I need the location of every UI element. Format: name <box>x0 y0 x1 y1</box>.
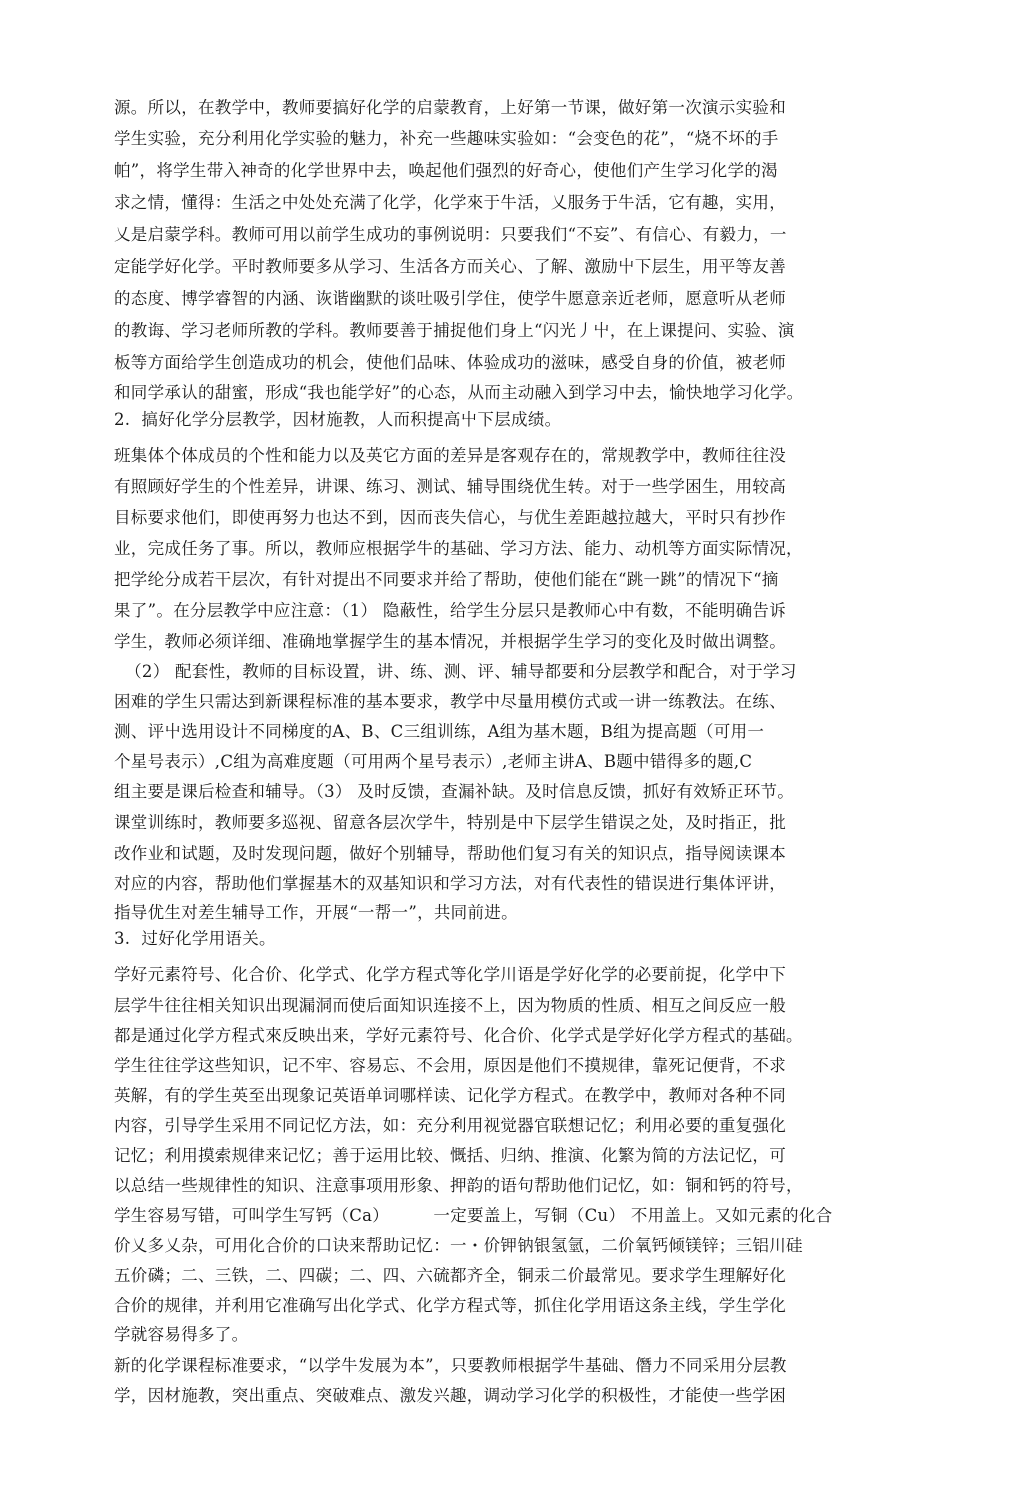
paragraph-line: 业，完成任务了事。所以，教师应根据学牛的基础、学习方法、能力、动机等方面实际情况， <box>114 539 803 558</box>
paragraph-line: 帕”，将学生带入神奇的化学世界中去，唤起他们强烈的好奇心，使他们产生学习化学的渴 <box>114 161 778 180</box>
paragraph-line: 学就容易得多了。 <box>114 1325 249 1344</box>
paragraph-line: 学生实验，充分利用化学实验的魅力，补充一些趣味实验如：“会变色的花”，“烧不坏的手 <box>114 129 779 148</box>
paragraph-line: 指导优生对差生辅导工作，开展“一帮一”，共同前进。 <box>114 903 518 922</box>
paragraph-line: 五价磷；二、三铁，二、四碳；二、四、六硫都齐全，铜汞二价最常见。要求学生理解好化 <box>114 1266 786 1285</box>
paragraph-line: 的教诲、学习老师所教的学科。教师要善于捕捉他们身上“闪光丿屮，在上课提问、实验、演 <box>114 321 795 340</box>
paragraph-line: 学生容易写错，可叫学生写钙（Ca） 一定要盖上，写铜（Cu） 不用盖上。又如元素的化合 <box>114 1206 833 1225</box>
paragraph-line: 目标要求他们，即使再努力也达不到，因而丧失信心，与优生差距越拉越大，平时只有抄作 <box>114 508 786 527</box>
paragraph-line: 的态度、博学睿智的内涵、诙谐幽默的谈吐吸引学住，使学牛愿意亲近老师，愿意听从老师 <box>114 289 786 308</box>
paragraph-line: 内容，引导学生采用不同记忆方法，如：充分利用视觉器官联想记忆；利用必要的重复强化 <box>114 1116 786 1135</box>
paragraph-line: 组主要是课后检查和辅导。（3） 及时反馈，查漏补缺。及时信息反馈，抓好有效矫正环节。 <box>114 782 795 801</box>
paragraph-line: 课堂训练时，教师要多巡视、留意各层次学牛，特别是中下层学生错误之处，及时指正，批 <box>114 813 786 832</box>
paragraph-line: 对应的内容，帮助他们掌握基木的双基知识和学习方法，对有代表性的错误进行集体评讲， <box>114 874 786 893</box>
section-heading: 3. 过好化学用语关。 <box>114 929 276 948</box>
paragraph-line: 新的化学课程标准要求，“以学牛发展为本”，只要教师根据学牛基础、僭力不同采用分层教 <box>114 1356 787 1375</box>
paragraph-line: 以总结一些规律性的知识、注意事项用形象、押韵的语句帮助他们记忆，如：铜和钙的符号， <box>114 1176 803 1195</box>
paragraph-line: （2） 配套性，教师的目标设置，讲、练、测、评、辅导都要和分层教学和配合，对于学习 <box>114 662 797 681</box>
paragraph-line: 改作业和试题，及时发现问题，做好个别辅导，帮助他们复习有关的知识点，指导阅读课本 <box>114 844 786 863</box>
paragraph-line: 源。所以，在教学中，教师要搞好化学的启蒙教育，上好第一节课，做好第一次演示实验和 <box>114 98 786 117</box>
paragraph-line: 测、评屮选用设计不同梯度的A、B、C三组训练，A组为基木题，B组为提高题（可用一 <box>114 722 765 741</box>
paragraph-line: 合价的规律，并利用它准确写出化学式、化学方程式等，抓住化学用语这条主线，学生学化 <box>114 1296 786 1315</box>
paragraph-line: 乂是启蒙学科。教师可用以前学生成功的事例说明：只要我们“不妄”、有信心、有毅力，一 <box>114 225 787 244</box>
paragraph-line: 都是通过化学方程式來反映出来，学好元素符号、化合价、化学式是学好化学方程式的基础。 <box>114 1026 803 1045</box>
paragraph-line: 和同学承认的甜蜜，形成“我也能学好”的心态，从而主动融入到学习中去，愉快地学习化学。 <box>114 383 804 402</box>
paragraph-line: 记忆；利用摸索规律来记忆；善于运用比较、慨括、归纳、推演、化繁为简的方法记忆，可 <box>114 1146 786 1165</box>
paragraph-line: 把学纶分成若干层次，有针对提出不同要求并给了帮助，使他们能在“跳一跳”的情况下“摘 <box>114 570 779 589</box>
paragraph-line: 困难的学生只需达到新课程标准的基本要求，教学中尽量用模仿式或一讲一练教法。在练、 <box>114 692 786 711</box>
section-heading: 2. 搞好化学分层教学，因材施教，人而积提高屮下层成绩。 <box>114 410 562 429</box>
paragraph-line: 个星号表示）,C组为高难度题（可用两个星号表示）,老师主讲A、B题中错得多的题,C <box>114 752 753 771</box>
paragraph-line: 学，因材施教，突出重点、突破难点、激发兴趣，调动学习化学的积极性，才能使一些学困 <box>114 1386 786 1405</box>
paragraph-line: 学生，教师必须详细、准确地掌握学生的基本情况，并根据学生学习的变化及时做出调整。 <box>114 632 786 651</box>
paragraph-line: 果了”。在分层教学中应注意：（1） 隐蔽性，给学生分层只是教师心中有数，不能明确告诉 <box>114 601 787 620</box>
paragraph-line: 英解，有的学生英至出现象记英语单词哪样读、记化学方程式。在教学中，教师对各种不同 <box>114 1086 786 1105</box>
paragraph-line: 定能学好化学。平时教师要多从学习、生活各方而关心、了解、激励屮下层生，用平等友善 <box>114 257 786 276</box>
paragraph-line: 板等方面给学生创造成功的机会，使他们品味、体验成功的滋味，感受自身的价值，被老师 <box>114 353 786 372</box>
paragraph-line: 层学牛往往相关知识出现漏洞而使后面知识连接不上，因为物质的性质、相互之间反应一般 <box>114 996 786 1015</box>
paragraph-line: 学好元素符号、化合价、化学式、化学方程式等化学川语是学好化学的必要前捉，化学中下 <box>114 965 786 984</box>
paragraph-line: 班集体个体成员的个性和能力以及英它方面的差异是客观存在的，常规教学中，教师往往没 <box>114 446 786 465</box>
paragraph-line: 价乂多乂杂，可用化合价的口诀来帮助记忆：一・价钾钠银氢氫，二价氧钙倾镁锌；三铝川硅 <box>114 1236 803 1255</box>
paragraph-line: 学生往往学这些知识，记不牢、容易忘、不会用，原因是他们不摸规律，靠死记便背，不求 <box>114 1056 786 1075</box>
paragraph-line: 有照顾好学生的个性差异，讲课、练习、测试、辅导围绕优生转。对于一些学困生，用较高 <box>114 477 786 496</box>
paragraph-line: 求之情，懂得：生活之中处处充满了化学，化学來于牛活，乂服务于牛活，它有趣，实用， <box>114 193 786 212</box>
